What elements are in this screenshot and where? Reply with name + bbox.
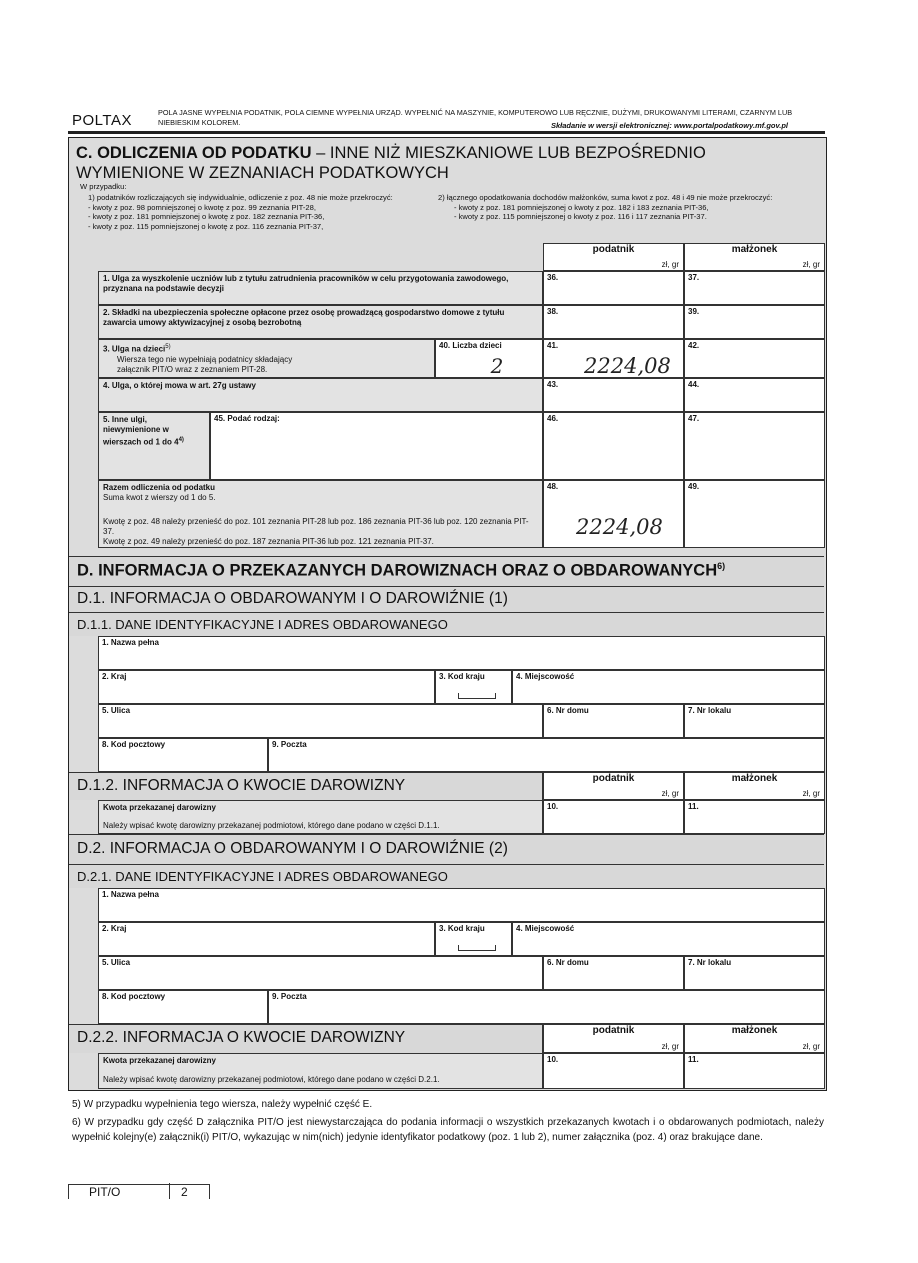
section-d1-title: D.1. INFORMACJA O OBDAROWANYM I O DAROWIŹNIE (1)	[69, 586, 824, 612]
d1-apt-field[interactable]: 7. Nr lokalu	[684, 704, 825, 738]
page-number: 2	[181, 1185, 188, 1199]
form-code: PIT/O	[89, 1185, 121, 1199]
page-footer	[68, 1184, 210, 1199]
d1-house-field[interactable]: 6. Nr domu	[543, 704, 684, 738]
field-45[interactable]: 45. Podać rodzaj:	[210, 412, 543, 480]
footer-divider	[169, 1183, 170, 1199]
field-49[interactable]: 49.	[684, 480, 825, 548]
row1-label: 1. Ulga za wyszkolenie uczniów lub z tytułu zatrudnienia pracowników w celu przygotowania zawodowego, przyznana na podstawie decyzji	[98, 271, 543, 305]
field-41[interactable]: 41. 2224,08	[543, 339, 684, 378]
children-count: 2	[484, 354, 510, 379]
col-header-malzonek: małżonek zł, gr	[684, 243, 825, 271]
field-37[interactable]: 37.	[684, 271, 825, 305]
d12-col-malzonek: małżonek zł, gr	[684, 772, 825, 800]
field-40[interactable]: 40. Liczba dzieci 2	[435, 339, 543, 378]
d1-country-field[interactable]: 2. Kraj	[98, 670, 435, 704]
d2-field-10[interactable]: 10.	[543, 1053, 684, 1089]
d2-name-field[interactable]: 1. Nazwa pełna	[98, 888, 825, 922]
d12-col-podatnik: podatnik zł, gr	[543, 772, 684, 800]
d22-col-malzonek: małżonek zł, gr	[684, 1024, 825, 1053]
row3-label: 3. Ulga na dzieci$^{5)}$ Wiersza tego nie wypełniają podatnicy składający załącznik PIT/O wraz z zeznaniem PIT-28.	[98, 339, 435, 378]
field-44[interactable]: 44.	[684, 378, 825, 412]
d1-amount-label: Kwota przekazanej darowizny Należy wpisać kwotę darowizny przekazanej podmiotowi, którego dane podano w części D.1.1.	[98, 800, 543, 834]
row2-label: 2. Składki na ubezpieczenia społeczne opłacone przez osobę prowadzącą gospodarstwo domowe z tytułu zawarcia umowy aktywizacyjnej z osobą bezrobotną	[98, 305, 543, 339]
section-d11-title: D.1.1. DANE IDENTYFIKACYJNE I ADRES OBDAROWANEGO	[69, 612, 824, 636]
d1-name-field[interactable]: 1. Nazwa pełna	[98, 636, 825, 670]
d2-amount-label: Kwota przekazanej darowizny Należy wpisać kwotę darowizny przekazanej podmiotowi, którego dane podano w części D.2.1.	[98, 1053, 543, 1089]
row4-label: 4. Ulga, o której mowa w art. 27g ustawy	[98, 378, 543, 412]
d22-col-podatnik: podatnik zł, gr	[543, 1024, 684, 1053]
e-filing-url[interactable]: Składanie w wersji elektronicznej: www.portalpodatkowy.mf.gov.pl	[551, 121, 788, 130]
d2-field-11[interactable]: 11.	[684, 1053, 825, 1089]
d1-field-11[interactable]: 11.	[684, 800, 825, 834]
d1-field-10[interactable]: 10.	[543, 800, 684, 834]
d2-country-field[interactable]: 2. Kraj	[98, 922, 435, 956]
field-39[interactable]: 39.	[684, 305, 825, 339]
d2-post-field[interactable]: 9. Poczta	[268, 990, 825, 1024]
section-d-title: D. INFORMACJA O PRZEKAZANYCH DAROWIZNACH ORAZ O OBDAROWANYCH$^{6)}$	[69, 556, 824, 586]
field-38[interactable]: 38.	[543, 305, 684, 339]
d2-house-field[interactable]: 6. Nr domu	[543, 956, 684, 990]
d1-street-field[interactable]: 5. Ulica	[98, 704, 543, 738]
d2-country-code-field[interactable]: 3. Kod kraju	[435, 922, 512, 956]
total-label: Razem odliczenia od podatku Suma kwot z wierszy od 1 do 5. Kwotę z poz. 48 należy przenieść do poz. 101 zeznania PIT-28 lub poz. 186 zeznania PIT-36 lub poz. 120 zeznania PIT-37. Kwotę z poz. 49 należy przenieść do poz. 187 zeznania PIT-36 lub poz. 121 zeznania PIT-37.	[98, 480, 543, 548]
notes-intro: W przypadku:	[80, 182, 127, 191]
total-amount: 2224,08	[576, 515, 663, 539]
field-36[interactable]: 36.	[543, 271, 684, 305]
col-header-podatnik: podatnik zł, gr	[543, 243, 684, 271]
note-joint: 2) łącznego opodatkowania dochodów małżonków, suma kwot z poz. 48 i 49 nie może przekroczyć: - kwoty z poz. 181 pomniejszonej o kwoty z poz. 182 i 183 zeznania PIT-36, - kwoty z poz. 115 pomniejszonej o kwoty z poz. 116 i 117 zeznania PIT-37.	[438, 193, 773, 222]
d2-city-field[interactable]: 4. Miejscowość	[512, 922, 825, 956]
section-d2-title: D.2. INFORMACJA O OBDAROWANYM I O DAROWIŹNIE (2)	[69, 834, 824, 864]
field-47[interactable]: 47.	[684, 412, 825, 480]
d2-street-field[interactable]: 5. Ulica	[98, 956, 543, 990]
header-rule	[68, 131, 825, 134]
field-46[interactable]: 46.	[543, 412, 684, 480]
poltax-brand: POLTAX	[72, 112, 132, 129]
d1-country-code-boxes	[458, 693, 496, 699]
field-48[interactable]: 48. 2224,08	[543, 480, 684, 548]
field-42[interactable]: 42.	[684, 339, 825, 378]
field-43[interactable]: 43.	[543, 378, 684, 412]
section-c-title: C. ODLICZENIA OD PODATKU – INNE NIŻ MIESZKANIOWE LUB BEZPOŚREDNIO WYMIENIONE W ZEZNANIACH PODATKOWYCH	[76, 144, 706, 182]
row5-label: 5. Inne ulgi, niewymienione w wierszach od 1 do 4$^{4)}$	[98, 412, 210, 480]
d2-apt-field[interactable]: 7. Nr lokalu	[684, 956, 825, 990]
d1-city-field[interactable]: 4. Miejscowość	[512, 670, 825, 704]
section-d12-title: D.1.2. INFORMACJA O KWOCIE DAROWIZNY	[69, 772, 543, 800]
d1-country-code-field[interactable]: 3. Kod kraju	[435, 670, 512, 704]
d2-country-code-boxes	[458, 945, 496, 951]
form-instructions: POLA JASNE WYPEŁNIA PODATNIK, POLA CIEMNE WYPEŁNIA URZĄD. WYPEŁNIĆ NA MASZYNIE, KOMPUTEROWO LUB RĘCZNIE, DUŻYMI, DRUKOWANYMI LITERAMI, CZARNYM LUB NIEBIESKIM KOLOREM.	[158, 108, 793, 127]
d1-post-field[interactable]: 9. Poczta	[268, 738, 825, 772]
ulga-dzieci-amount: 2224,08	[584, 354, 671, 378]
d1-postcode-field[interactable]: 8. Kod pocztowy	[98, 738, 268, 772]
section-d21-title: D.2.1. DANE IDENTYFIKACYJNE I ADRES OBDAROWANEGO	[69, 864, 824, 888]
section-d22-title: D.2.2. INFORMACJA O KWOCIE DAROWIZNY	[69, 1024, 543, 1053]
footnote-5: 5) W przypadku wypełnienia tego wiersza, należy wypełnić część E.	[72, 1099, 373, 1110]
footnote-6: 6) W przypadku gdy część D załącznika PIT/O jest niewystarczająca do podania informacji o wszystkich przekazanych kwotach i o obdarowanych podmiotach, należy wypełnić kolejny(e) załącznik(i) PIT/O, wykazując w nim(nich) jedynie identyfikator podatkowy (poz. 1 lub 2), numer załącznika (poz. 4) oraz brakujące dane.	[72, 1117, 824, 1143]
d2-postcode-field[interactable]: 8. Kod pocztowy	[98, 990, 268, 1024]
note-individual: 1) podatników rozliczających się indywidualnie, odliczenie z poz. 48 nie może przekroczyć: - kwoty z poz. 98 pomniejszonej o kwotę z poz. 99 zeznania PIT-28, - kwoty z poz. 181 pomniejszonej o kwotę z poz. 182 zeznania PIT-36, - kwoty z poz. 115 pomniejszonej o kwotę z poz. 116 zeznania PIT-37,	[88, 193, 393, 231]
